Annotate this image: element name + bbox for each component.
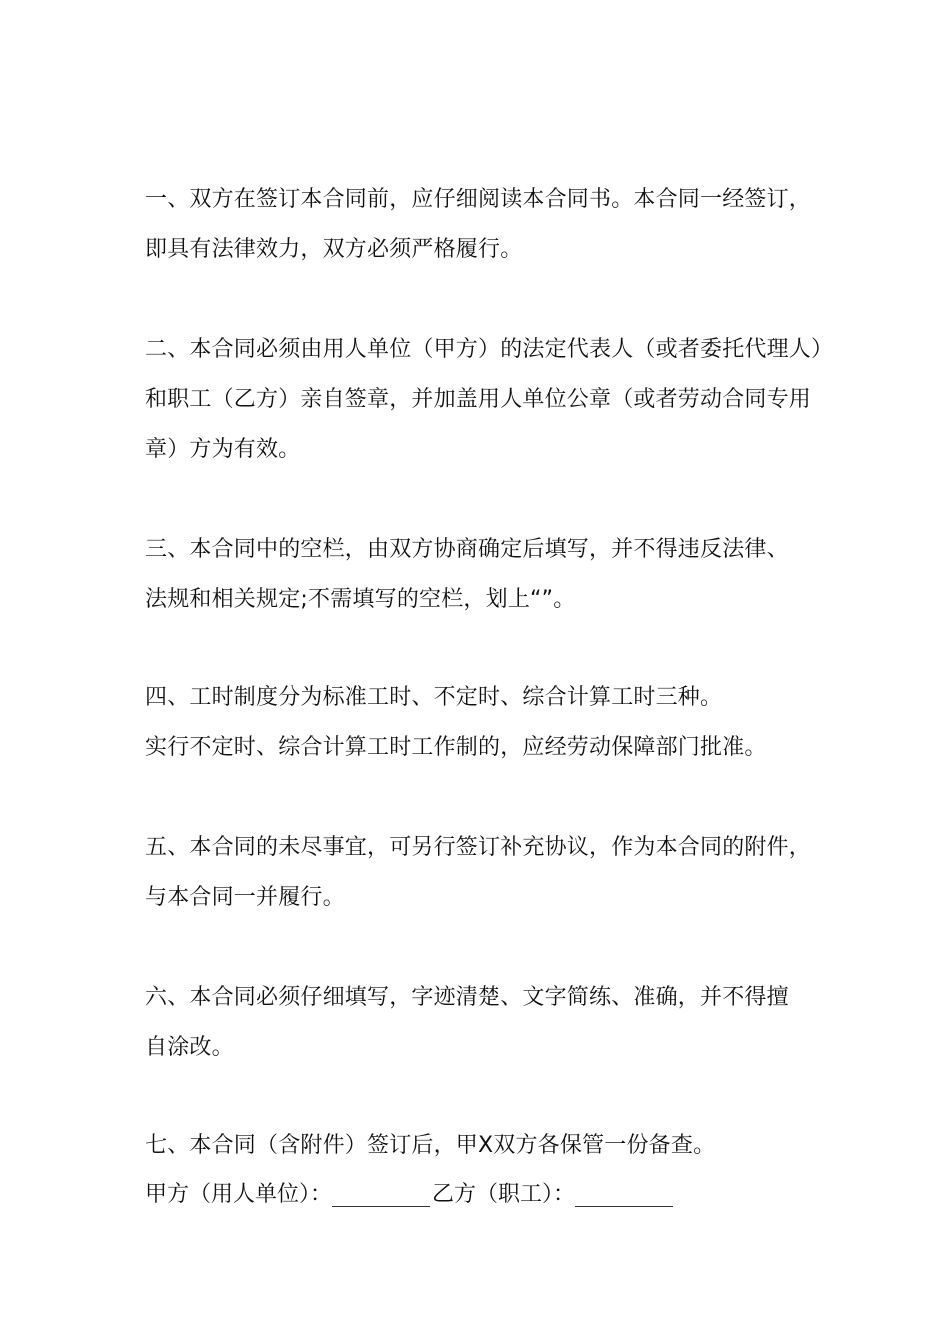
party-b-signature-blank[interactable] (575, 1180, 673, 1207)
party-b-label: 乙方（职工）： (432, 1182, 576, 1207)
clause-3-line-1: 三、本合同中的空栏，由双方协商确定后填写，并不得违反法律、 (145, 537, 789, 562)
party-a-signature-blank[interactable] (332, 1180, 430, 1207)
clause-2-line-3: 章）方为有效。 (145, 437, 301, 462)
clause-2-line-2: 和职工（乙方）亲自签章，并加盖用人单位公章（或者劳动合同专用 (145, 387, 812, 412)
clause-2-line-1: 二、本合同必须由用人单位（甲方）的法定代表人（或者委托代理人） (145, 337, 834, 362)
clause-1-line-2: 即具有法律效力，双方必须严格履行。 (145, 237, 523, 262)
clause-4-line-1: 四、工时制度分为标准工时、不定时、综合计算工时三种。 (145, 685, 723, 710)
clause-6-line-2: 自涂改。 (145, 1035, 234, 1060)
clause-7-line-1: 七、本合同（含附件）签订后，甲X双方各保管一份备查。 (145, 1133, 716, 1158)
clause-5-line-2: 与本合同一并履行。 (145, 885, 345, 910)
clause-1-line-1: 一、双方在签订本合同前，应仔细阅读本合同书。本合同一经签订， (145, 187, 812, 212)
party-a-label: 甲方（用人单位）： (145, 1182, 333, 1207)
clause-6-line-1: 六、本合同必须仔细填写，字迹清楚、文字简练、准确，并不得擅 (145, 985, 789, 1010)
clause-5-line-1: 五、本合同的未尽事宜，可另行签订补充协议，作为本合同的附件， (145, 835, 812, 860)
clause-4-line-2: 实行不定时、综合计算工时工作制的，应经劳动保障部门批准。 (145, 735, 767, 760)
signature-row (145, 1180, 835, 1210)
clause-3-line-2: 法规和相关规定;不需填写的空栏，划上“”。 (145, 587, 576, 612)
